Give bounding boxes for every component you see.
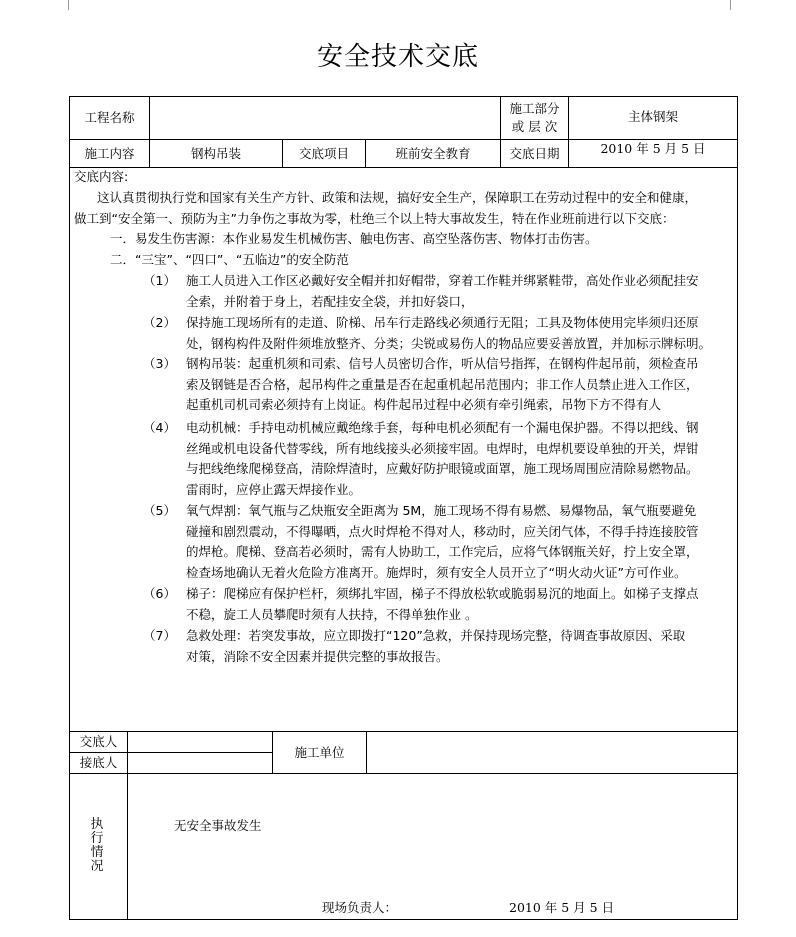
item-line: 急救处理：若突发事故，应立即拨打“120”急救，并保持现场完整，待调查事故原因、采取 (186, 628, 686, 643)
date-value: 2010 年 5 月 5 日 (600, 141, 706, 156)
execution-label-char: 执 (90, 817, 104, 832)
item-number: （2） (143, 315, 176, 330)
item-number: （3） (143, 356, 176, 371)
receiver-label: 接底人 (79, 755, 118, 770)
item-line: 检查场地确认无着火危险方准离开。施焊时，须有安全人员开立了“明火动火证”方可作业。 (186, 564, 687, 580)
item-line: 钢构吊装：起重机须和司索、信号人员密切合作，听从信号指挥，在钢构件起吊前，须检查吊 (186, 356, 699, 371)
item-line: 全索，并附着于身上，若配挂安全袋，并扣好袋口， (186, 293, 474, 309)
unit-label: 施工单位 (294, 744, 345, 760)
item-line: 梯子：爬梯应有保护栏杆，须绑扎牢固，梯子不得放松软或脆弱易沉的地面上。如梯子支撑点 (186, 586, 699, 601)
construction-part-label-line2: 或 层 次 (511, 119, 558, 134)
item-line: 索及钢链是否合格，起吊构件之重量是否在起重机起吊范围内；非工作人员禁止进入工作区， (186, 376, 699, 392)
execution-label (89, 818, 105, 874)
item-line: 丝绳或机电设备代替零线，所有地线接头必须接牢固。电焊时，电焊机要设单独的开关，焊钳 (186, 440, 699, 456)
project-name-value (150, 97, 500, 139)
responsible-label: 现场负责人： (322, 900, 398, 915)
item-line: 对策，消除不安全因素并提供完整的事故报告。 (186, 648, 449, 664)
content-label: 施工内容 (84, 145, 135, 161)
item-line: 碰撞和剧烈震动，不得曝晒，点火时焊枪不得对人，移动时，应关闭气体，不得手持连接胶管 (186, 523, 699, 539)
item-number: （5） (143, 503, 176, 518)
item-line: 起重机司机司索必须持有上岗证。构件起吊过程中必须有牵引绳索，吊物下方不得有人 (186, 397, 662, 413)
content-value: 钢构吊装 (190, 145, 241, 161)
item-line: 雷雨时，应停止露天焊接作业。 (186, 481, 362, 497)
item-line: 保持施工现场所有的走道、阶梯、吊车行走路线必须通行无阻；工具及物体使用完毕须归还原 (186, 315, 699, 330)
construction-part-label-line1: 施工部分 (509, 101, 560, 116)
page-corner-mark-right (730, 0, 741, 10)
body-heading: 交底内容: (74, 169, 129, 184)
responsible-date: 2010 年 5 月 5 日 (509, 900, 615, 915)
item-line: 的焊枪。爬梯、登高若必须时，需有人协助工，工作完后，应将气体钢瓶关好，拧上安全罩， (186, 544, 699, 560)
execution-label-char: 情 (90, 845, 104, 860)
item-line: 电动机械：手持电动机械应戴绝缘手套，每种电机必须配有一个漏电保护器。不得以把线、钢 (186, 420, 699, 435)
project-name-label: 工程名称 (84, 110, 135, 125)
execution-label-char: 况 (90, 859, 104, 874)
item-value: 班前安全教育 (395, 145, 471, 161)
item-line: 施工人员进入工作区必戴好安全帽并扣好帽带，穿着工作鞋并绑紧鞋带，高处作业必须配挂安 (186, 273, 699, 288)
item-number: （1） (143, 273, 176, 288)
giver-label: 交底人 (79, 734, 118, 749)
construction-part-value: 主体钢架 (627, 109, 678, 124)
item-label: 交底项目 (298, 145, 349, 161)
section-hazard-sources: 一．易发生伤害源：本作业易发生机械伤害、触电伤害、高空坠落伤害、物体打击伤害。 (110, 231, 598, 246)
section-safety-measures: 二．“三宝”、“四口”、“五临边”的安全防范 (110, 252, 349, 267)
document-title: 安全技术交底 (316, 42, 479, 72)
item-number: （4） (143, 420, 176, 435)
item-number: （6） (143, 586, 176, 601)
item-line: 氧气焊割：氧气瓶与乙炔瓶安全距离为 5M，施工现场不得有易燃、易爆物品，氧气瓶要避免 (186, 503, 697, 518)
date-label: 交底日期 (509, 145, 560, 161)
item-line: 与把线绝缘爬梯登高，清除焊渣时，应戴好防护眼镜或面罩，施工现场周围应清除易燃物品。 (186, 461, 699, 477)
item-line: 不稳，旋工人员攀爬时须有人扶持，不得单独作业 。 (186, 606, 478, 622)
execution-value: 无安全事故发生 (174, 818, 262, 833)
page-corner-mark-left (58, 0, 69, 10)
intro-line-1: 这认真贯彻执行党和国家有关生产方针、政策和法规，搞好安全生产，保障职工在劳动过程中的安全和健康， (97, 190, 698, 205)
execution-label-char: 行 (90, 831, 104, 846)
construction-part-label (501, 97, 568, 139)
intro-line-2: 做工到“安全第一、预防为主”力争伤之事故为零，杜绝三个以上特大事故发生，特在作业班前进行以下交底： (74, 211, 675, 226)
item-number: （7） (143, 628, 176, 643)
item-line: 处，钢构构件及附件须堆放整齐、分类；尖锐或易伤人的物品应要妥善放置，并加标示牌标明。 (186, 335, 712, 351)
